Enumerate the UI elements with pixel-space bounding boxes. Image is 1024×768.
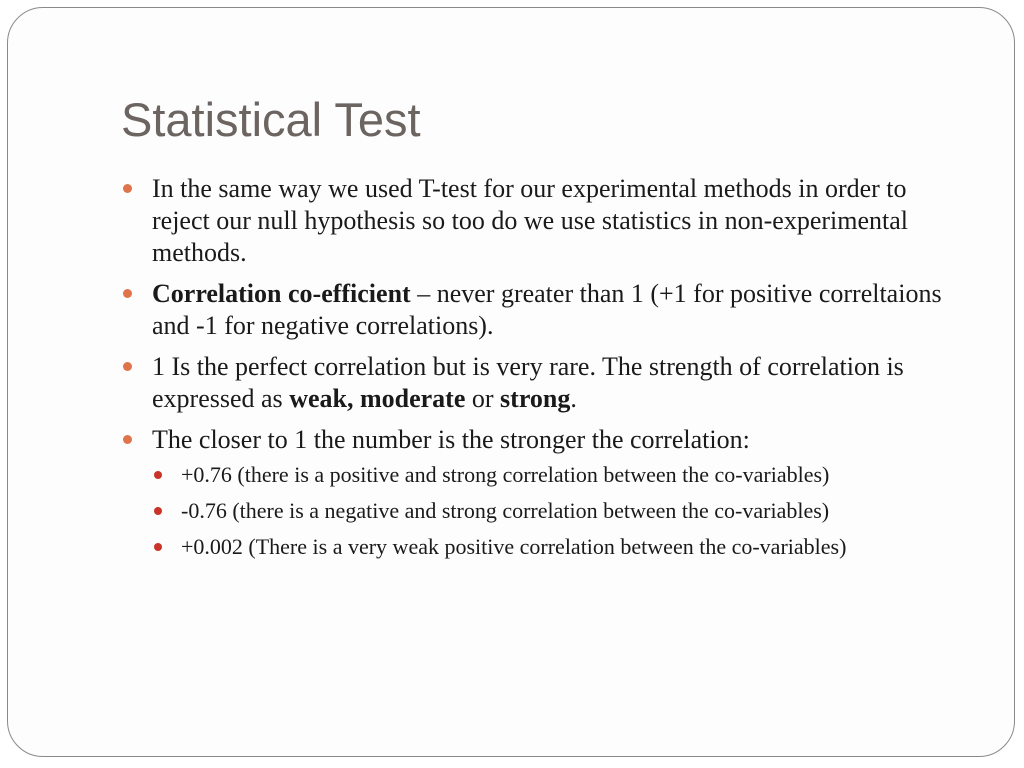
bullet-dot-icon xyxy=(123,184,132,193)
bullet-list xyxy=(121,173,951,562)
sub-bullet-dot-icon xyxy=(154,471,162,479)
slide-content xyxy=(121,173,951,571)
bullet-item-t-test xyxy=(121,173,951,269)
bullet-bold-strong: strong xyxy=(500,384,571,413)
sub-bullet-item xyxy=(151,532,951,562)
bullet-item-correlation-coefficient xyxy=(121,278,951,342)
bullet-item-closer-to-one xyxy=(121,424,951,562)
sub-bullet-dot-icon xyxy=(154,543,162,551)
bullet-text: The closer to 1 the number is the stronger the correlation: xyxy=(152,425,750,454)
bullet-dot-icon xyxy=(123,435,132,444)
bullet-text: – never greater than 1 (+1 for positive correltaions and -1 for negative correlations). xyxy=(152,279,942,340)
sub-bullet-text: -0.76 (there is a negative and strong correlation between the co-variables) xyxy=(181,498,830,523)
sub-bullet-text: +0.002 (There is a very weak positive correlation between the co-variables) xyxy=(181,534,847,559)
sub-bullet-list xyxy=(151,460,951,562)
sub-bullet-item xyxy=(151,496,951,526)
sub-bullet-text: +0.76 (there is a positive and strong correlation between the co-variables) xyxy=(181,462,830,487)
bullet-dot-icon xyxy=(123,362,132,371)
bullet-text-connector: or xyxy=(465,384,501,413)
sub-bullet-item xyxy=(151,460,951,490)
bullet-text: 1 Is the perfect correlation but is very rare. The strength of correlation is expressed as xyxy=(152,352,904,413)
bullet-bold-term: Correlation co-efficient xyxy=(152,279,411,308)
bullet-bold-strength-terms: weak, moderate xyxy=(289,384,466,413)
sub-bullet-dot-icon xyxy=(154,507,162,515)
bullet-item-perfect-correlation xyxy=(121,351,951,415)
bullet-dot-icon xyxy=(123,289,132,298)
slide xyxy=(7,7,1015,757)
bullet-text: In the same way we used T-test for our experimental methods in order to reject our null hypothesis so too do we use statistics in non-experimental methods. xyxy=(152,174,909,267)
slide-title: Statistical Test xyxy=(121,93,421,146)
bullet-text-end: . xyxy=(570,384,577,413)
